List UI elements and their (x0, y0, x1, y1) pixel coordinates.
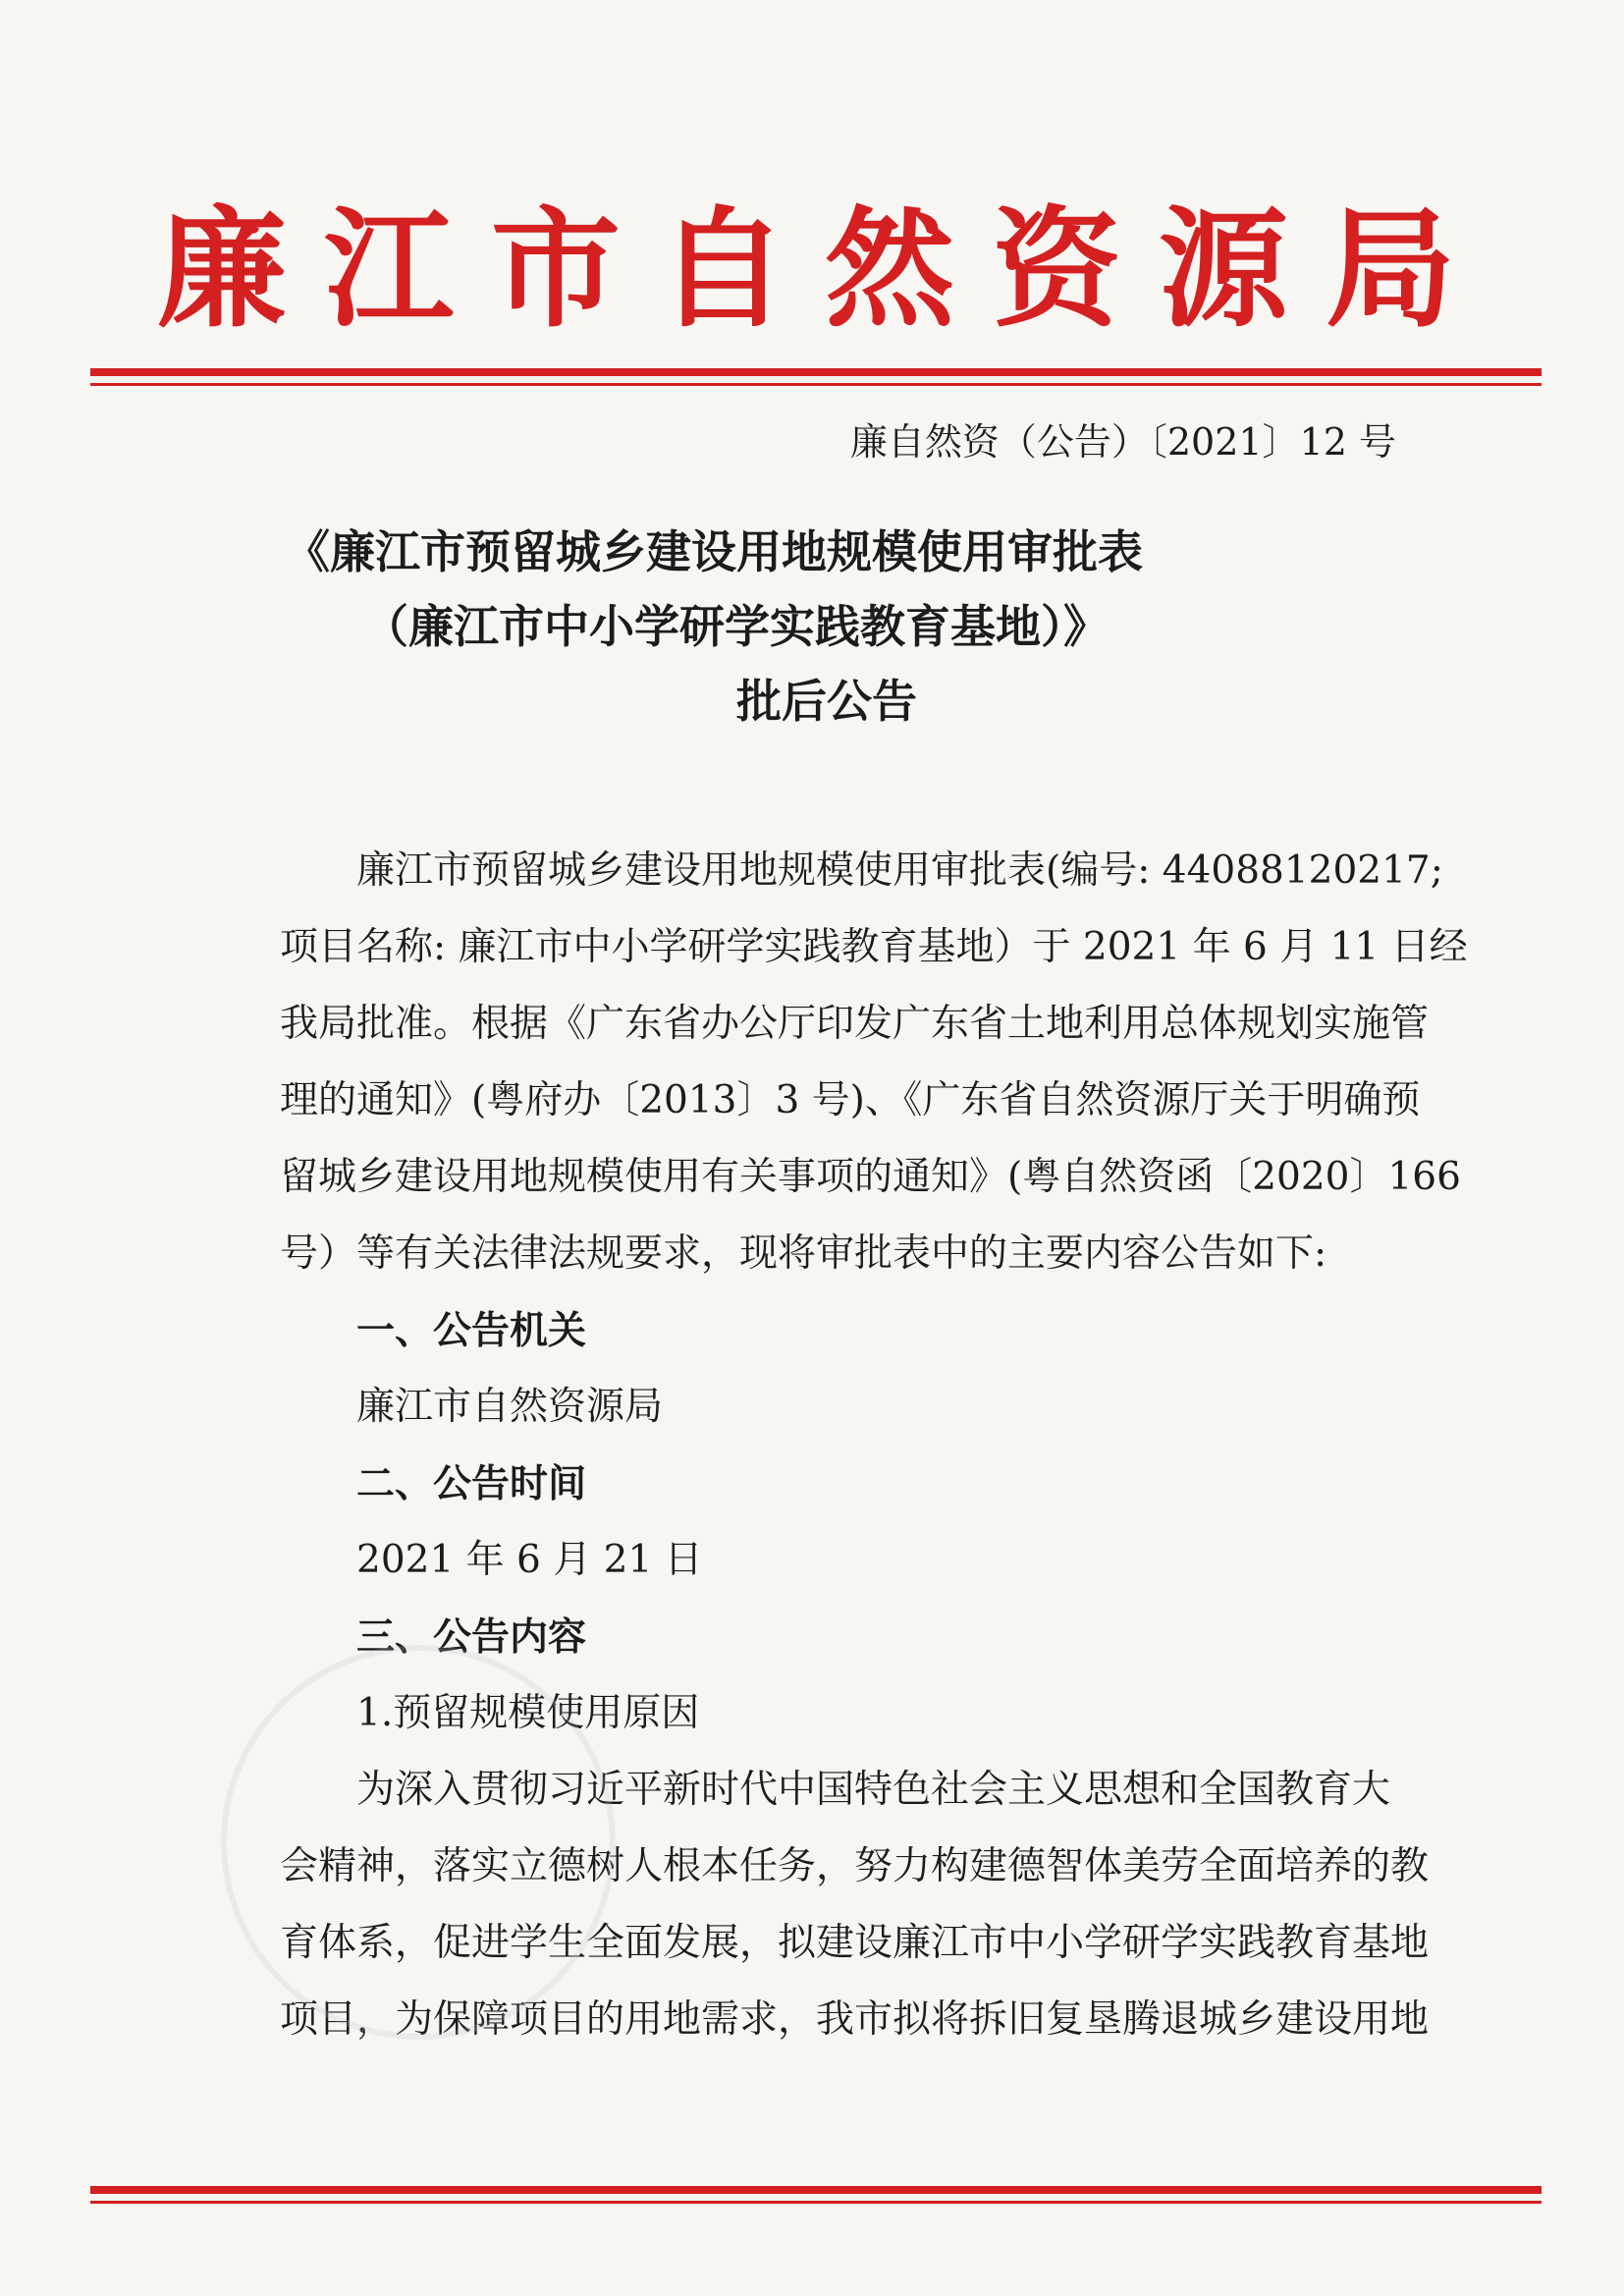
notice-title (285, 515, 1365, 738)
section-2-heading: 二、公告时间 (356, 1461, 587, 1506)
intro-line: 留城乡建设用地规模使用有关事项的通知》(粤自然资函〔2020〕166 (280, 1155, 1461, 1199)
subsection-1-heading: 1.预留规模使用原因 (356, 1691, 700, 1735)
intro-line: 我局批准。根据《广东省办公厅印发广东省土地利用总体规划实施管 (280, 1002, 1430, 1046)
footer-thin-rule (90, 2201, 1542, 2204)
faint-seal-stamp (221, 1645, 616, 2040)
title-line-3: 批后公告 (736, 675, 917, 728)
title-line-1: 《廉江市预留城乡建设用地规模使用审批表 (285, 525, 1143, 578)
paragraph-line: 为深入贯彻习近平新时代中国特色社会主义思想和全国教育大 (356, 1768, 1391, 1812)
section-1-heading: 一、公告机关 (356, 1308, 587, 1353)
paragraph-line: 育体系，促进学生全面发展，拟建设廉江市中小学研学实践教育基地 (280, 1921, 1430, 1965)
paragraph-line: 项目，为保障项目的用地需求，我市拟将拆旧复垦腾退城乡建设用地 (280, 1997, 1430, 2042)
section-3-heading: 三、公告内容 (356, 1614, 587, 1660)
intro-line: 理的通知》(粤府办〔2013〕3 号)、《广东省自然资源厅关于明确预 (280, 1078, 1421, 1122)
section-1-text: 廉江市自然资源局 (356, 1385, 664, 1429)
agency-letterhead-title: 廉江市自然资源局 (157, 193, 1492, 346)
intro-line: 廉江市预留城乡建设用地规模使用审批表(编号: 44088120217; (356, 848, 1443, 893)
intro-line: 项目名称: 廉江市中小学研学实践教育基地）于 2021 年 6 月 11 日经 (280, 925, 1468, 969)
letterhead-thick-rule (90, 368, 1542, 376)
document-number: 廉自然资（公告）〔2021〕12 号 (849, 420, 1396, 464)
intro-line: 号）等有关法律法规要求，现将审批表中的主要内容公告如下: (280, 1231, 1327, 1276)
title-line-2: （廉江市中小学研学实践教育基地）》 (363, 600, 1109, 653)
footer-thick-rule (90, 2186, 1542, 2194)
letterhead-thin-rule (90, 383, 1542, 386)
section-2-text: 2021 年 6 月 21 日 (356, 1538, 703, 1582)
paragraph-line: 会精神，落实立德树人根本任务，努力构建德智体美劳全面培养的教 (280, 1844, 1430, 1888)
